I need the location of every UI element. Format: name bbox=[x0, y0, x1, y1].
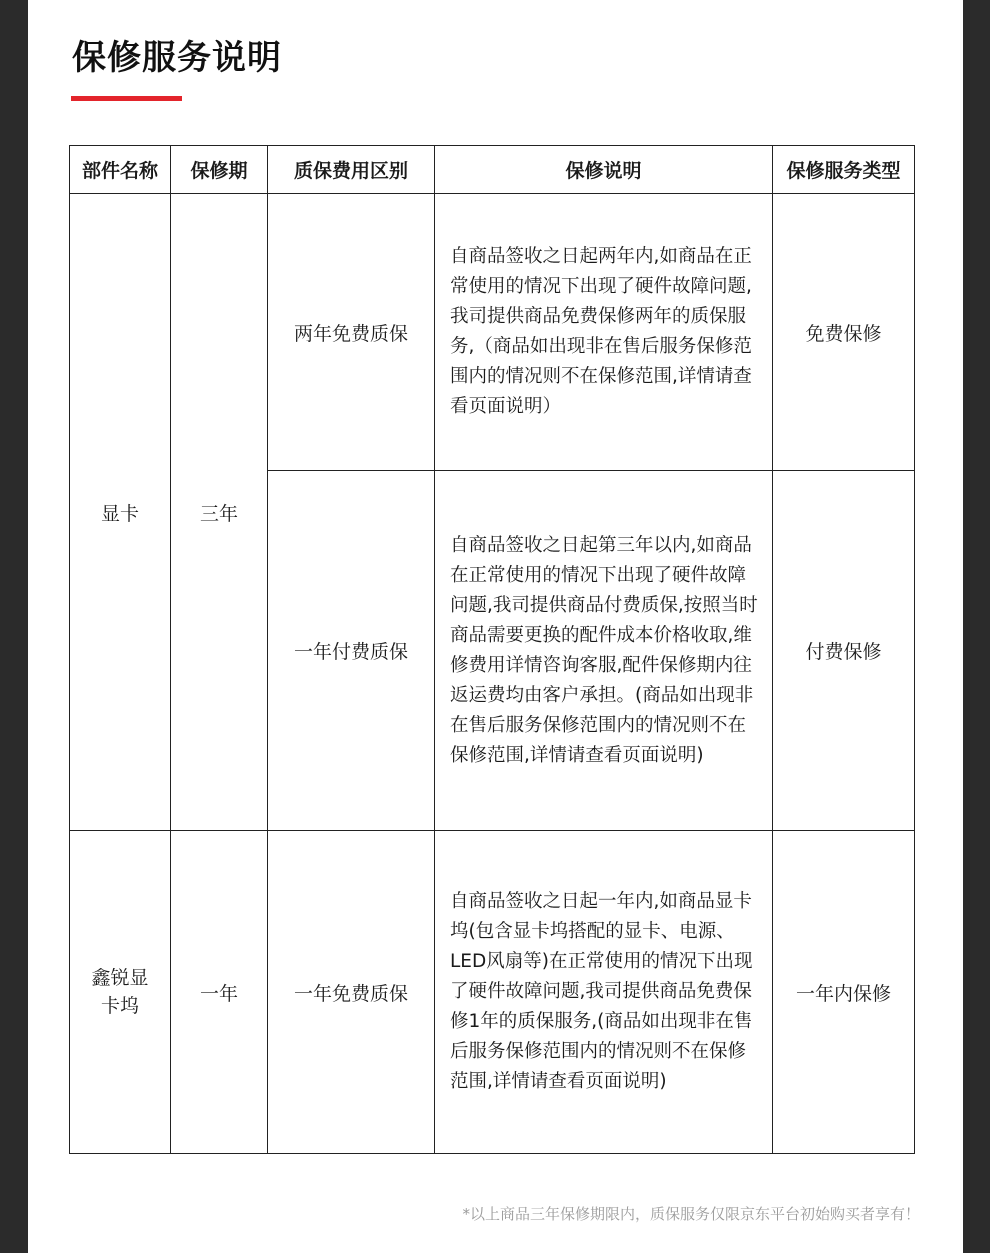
table-header-row bbox=[70, 146, 915, 194]
part-name-text: 鑫锐显卡坞 bbox=[91, 967, 149, 1017]
description-cell: 自商品签收之日起第三年以内,如商品在正常使用的情况下出现了硬件故障问题,我司提供商品付费质保,按照当时商品需要更换的配件成本价格收取,维修费用详情咨询客服,配件保修期内往返运费均由客户承担。(商品如出现非在售后服务保修范围内的情况则不在保修范围,详情请查看页面说明) bbox=[435, 471, 773, 831]
description-cell: 自商品签收之日起两年内,如商品在正常使用的情况下出现了硬件故障问题,我司提供商品免费保修两年的质保服务,（商品如出现非在售后服务保修范围内的情况则不在保修范围,详情请查看页面说明） bbox=[435, 194, 773, 471]
service-type-cell: 免费保修 bbox=[773, 194, 915, 471]
header-part-name: 部件名称 bbox=[70, 146, 171, 194]
header-warranty-period: 保修期 bbox=[171, 146, 268, 194]
header-warranty-description: 保修说明 bbox=[435, 146, 773, 194]
fee-cell: 一年付费质保 bbox=[268, 471, 435, 831]
part-name-cell: 显卡 bbox=[70, 194, 171, 831]
header-service-type: 保修服务类型 bbox=[773, 146, 915, 194]
warranty-period-cell: 三年 bbox=[171, 194, 268, 831]
fee-cell: 两年免费质保 bbox=[268, 194, 435, 471]
page-title: 保修服务说明 bbox=[72, 38, 282, 78]
part-name-cell bbox=[70, 831, 171, 1154]
table-row bbox=[70, 831, 915, 1154]
warranty-period-cell: 一年 bbox=[171, 831, 268, 1154]
header-fee-difference: 质保费用区别 bbox=[268, 146, 435, 194]
title-underline bbox=[71, 96, 182, 101]
fee-cell: 一年免费质保 bbox=[268, 831, 435, 1154]
service-type-cell: 付费保修 bbox=[773, 471, 915, 831]
page bbox=[28, 0, 963, 1253]
footnote: *以上商品三年保修期限内，质保服务仅限京东平台初始购买者享有！ bbox=[462, 1205, 920, 1223]
description-cell: 自商品签收之日起一年内,如商品显卡坞(包含显卡坞搭配的显卡、电源、LED风扇等)在正常使用的情况下出现了硬件故障问题,我司提供商品免费保修1年的质保服务,(商品如出现非在售后服务保修范围内的情况则不在保修范围,详情请查看页面说明) bbox=[435, 831, 773, 1154]
table-row bbox=[70, 194, 915, 471]
service-type-cell: 一年内保修 bbox=[773, 831, 915, 1154]
warranty-table bbox=[69, 145, 915, 1154]
